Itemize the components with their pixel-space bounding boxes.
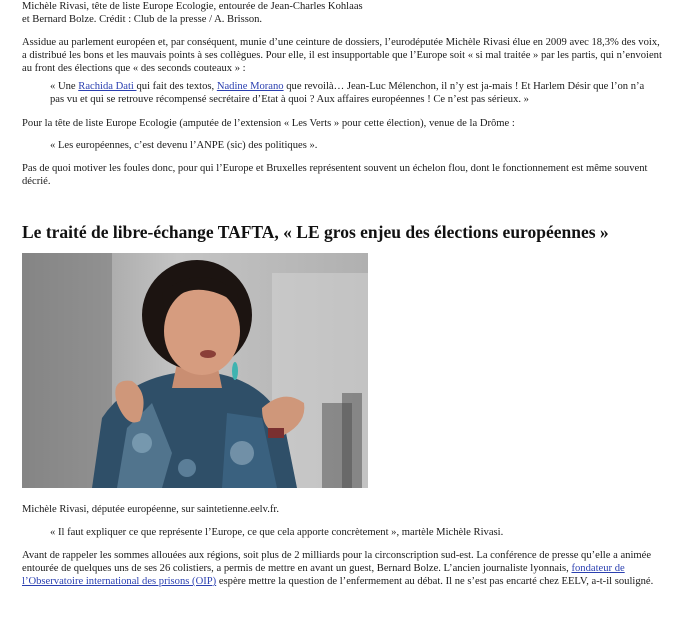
article-photo — [22, 253, 368, 488]
paragraph-motiver: Pas de quoi motiver les foules donc, pour qui l’Europe et Bruxelles représentent souvent un échelon flou, dont le fonctionnement est même souvent décrié. — [22, 163, 648, 187]
link-rachida-dati[interactable]: Rachida Dati — [78, 81, 137, 92]
quote-block-1 — [50, 80, 660, 106]
link-nadine-morano[interactable]: Nadine Morano — [216, 81, 284, 92]
paragraph-tete-de-liste: Pour la tête de liste Europe Ecologie (amputée de l’extension « Les Verts » pour cette élection), venue de la Drôme : — [22, 118, 515, 129]
quote-block-2: « Les européennes, c’est devenu l’ANPE (sic) des politiques ». — [50, 140, 318, 151]
photo-illustration — [22, 253, 368, 488]
top-caption-line1: Michèle Rivasi, tête de liste Europe Ecologie, entourée de Jean-Charles Kohlaas — [22, 1, 363, 12]
top-photo-caption — [22, 0, 662, 26]
para4-text: Avant de rappeler les sommes allouées aux régions, soit plus de 2 milliards pour la circonscription sud-est. La conférence de presse qu’elle a animée entourée de quelques uns de ses 26 colistiers, a permis de mettre en avant un guest, Bernard Bolze. L’ancien journaliste lyonnais, — [22, 550, 652, 574]
para4-suffix: espère mettre la question de l’enfermement au débat. Il ne s’est pas encarté chez EELV, a-t-il souligné. — [216, 576, 654, 587]
link-fondateur-oip[interactable]: fondateur de l’Observatoire international des prisons (OIP) — [22, 563, 625, 587]
section-heading: Le traité de libre-échange TAFTA, « LE gros enjeu des élections européennes » — [22, 222, 609, 242]
photo-caption: Michèle Rivasi, députée européenne, sur saintetienne.eelv.fr. — [22, 504, 279, 515]
paragraph-intro: Assidue au parlement européen et, par conséquent, munie d’une ceinture de dossiers, l’eurodéputée Michèle Rivasi élue en 2009 avec 18,3% des voix, a distribué les bons et les mauvais points à ses collègues. Pour elle, il est insupportable que l’Europe soit « si mal traitée » par les partis, qui n’envoient au front des élections que « des seconds couteaux » : — [22, 37, 662, 74]
quote1-prefix: « Une — [50, 81, 79, 92]
quote-block-3: « Il faut expliquer ce que représente l’Europe, ce que cela apporte concrètement », martèle Michèle Rivasi. — [50, 527, 504, 538]
paragraph-bolze — [22, 549, 662, 588]
top-caption-line2: et Bernard Bolze. Crédit : Club de la presse / A. Brisson. — [22, 14, 263, 25]
quote1-suffix: que revoilà… Jean-Luc Mélenchon, il n’y est ja-mais ! Et Harlem Désir que l’on n’a pas vu et qui se retrouve récompensé secrétaire d’Etat à quoi ? Aux affaires européennes ! Ce n’est pas sérieux. » — [50, 81, 645, 105]
quote1-mid: qui fait des textos, — [136, 81, 217, 92]
